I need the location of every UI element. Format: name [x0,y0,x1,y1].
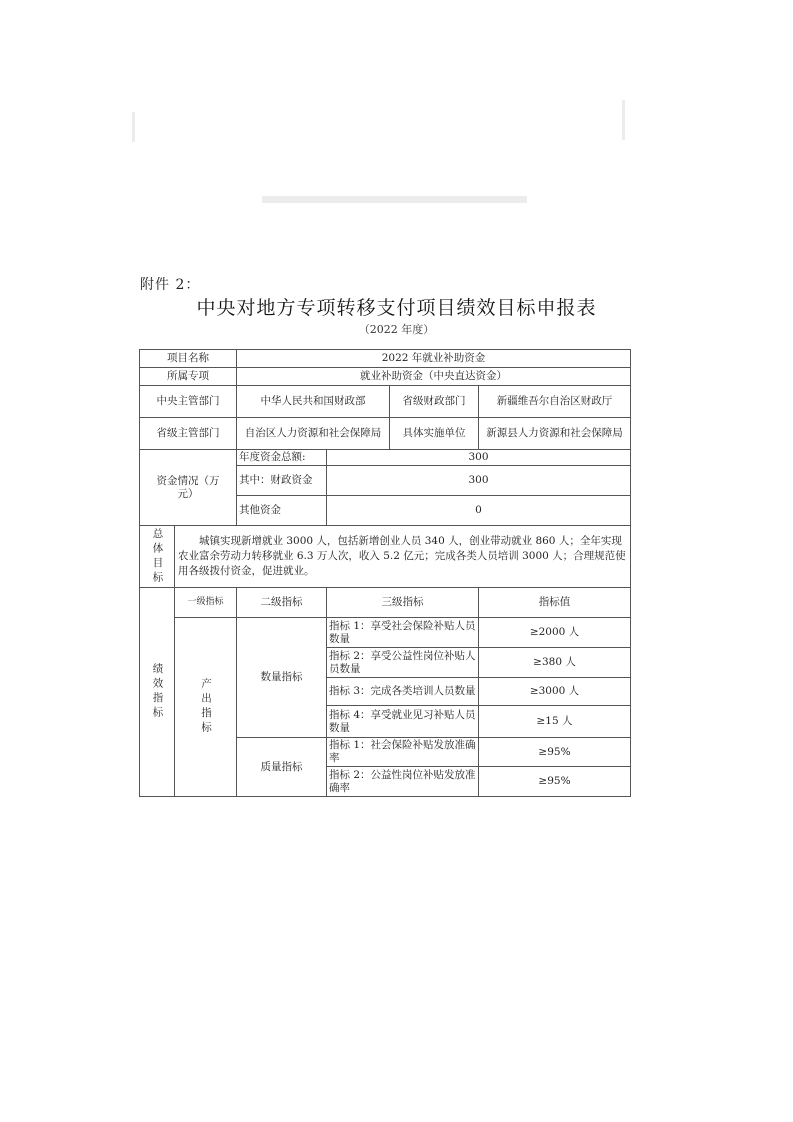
quantity-indicator-name: 指标 1：享受社会保险补贴人员数量 [327,618,479,648]
row-special [140,368,631,386]
prov-dept-value: 自治区人力资源和社会保障局 [237,418,390,450]
col-level1-header: 一级指标 [175,588,237,618]
col-level2-header: 二级指标 [237,588,327,618]
project-name-label: 项目名称 [140,350,237,368]
attachment-label: 附件 2： [140,277,201,293]
special-label: 所属专项 [140,368,237,386]
goal-label-cell [140,526,175,588]
indicators-section-cell [140,588,175,797]
central-dept-label: 中央主管部门 [140,386,237,418]
quantity-indicator-value: ≥2000 人 [479,618,631,648]
year-note: （2022 年度） [358,323,435,336]
quantity-label: 数量指标 [237,618,327,738]
funds-finance-label: 其中：财政资金 [237,466,327,496]
goal-label: 总体目标 [151,527,164,586]
prov-finance-value: 新疆维吾尔自治区财政厅 [479,386,631,418]
page-title: 中央对地方专项转移支付项目绩效目标申报表 [196,297,597,319]
scan-artifact-right [622,100,625,140]
special-value: 就业补助资金（中央直达资金） [237,368,631,386]
row-prov-dept [140,418,631,450]
funds-label: 资金情况（万元） [140,450,237,526]
prov-finance-label: 省级财政部门 [390,386,479,418]
quantity-row [140,618,631,648]
scan-artifact-left [132,112,135,142]
indicators-section-label: 绩效指标 [151,663,164,721]
funds-total-label: 年度资金总额: [237,450,327,466]
quantity-indicator-name: 指标 3：完成各类培训人员数量 [327,678,479,706]
quantity-indicator-name: 指标 4：享受就业见习补贴人员数量 [327,706,479,738]
central-dept-value: 中华人民共和国财政部 [237,386,390,418]
output-label: 产出指标 [200,678,212,736]
impl-unit-value: 新源县人力资源和社会保障局 [479,418,631,450]
row-project-name [140,350,631,368]
output-label-cell [175,618,237,797]
quality-indicator-name: 指标 1：社会保险补贴发放准确率 [327,738,479,767]
project-name-value: 2022 年就业补助资金 [237,350,631,368]
col-level3-header: 三级指标 [327,588,479,618]
row-central-dept [140,386,631,418]
goal-text: 城镇实现新增就业 3000 人，包括新增创业人员 340 人，创业带动就业 860 人；全年实现农业富余劳动力转移就业 6.3 万人次，收入 5.2 亿元；完成各类人员培训 3000 人；合理规范使用各级拨付资金，促进就业。 [175,526,631,588]
performance-target-table [139,349,631,797]
quality-indicator-value: ≥95% [479,767,631,797]
quality-indicator-name: 指标 2：公益性岗位补贴发放准确率 [327,767,479,797]
col-value-header: 指标值 [479,588,631,618]
funds-finance-value: 300 [327,466,631,496]
quality-label: 质量指标 [237,738,327,797]
funds-other-value: 0 [327,496,631,526]
funds-other-label: 其他资金 [237,496,327,526]
quantity-indicator-name: 指标 2：享受公益性岗位补贴人员数量 [327,648,479,678]
impl-unit-label: 具体实施单位 [390,418,479,450]
row-funds-total [140,450,631,466]
quality-indicator-value: ≥95% [479,738,631,767]
row-goal [140,526,631,588]
quantity-indicator-value: ≥3000 人 [479,678,631,706]
prov-dept-label: 省级主管部门 [140,418,237,450]
funds-total-value: 300 [327,450,631,466]
quantity-indicator-value: ≥380 人 [479,648,631,678]
row-indicator-header [140,588,631,618]
quantity-indicator-value: ≥15 人 [479,706,631,738]
scan-artifact-top [262,196,527,203]
